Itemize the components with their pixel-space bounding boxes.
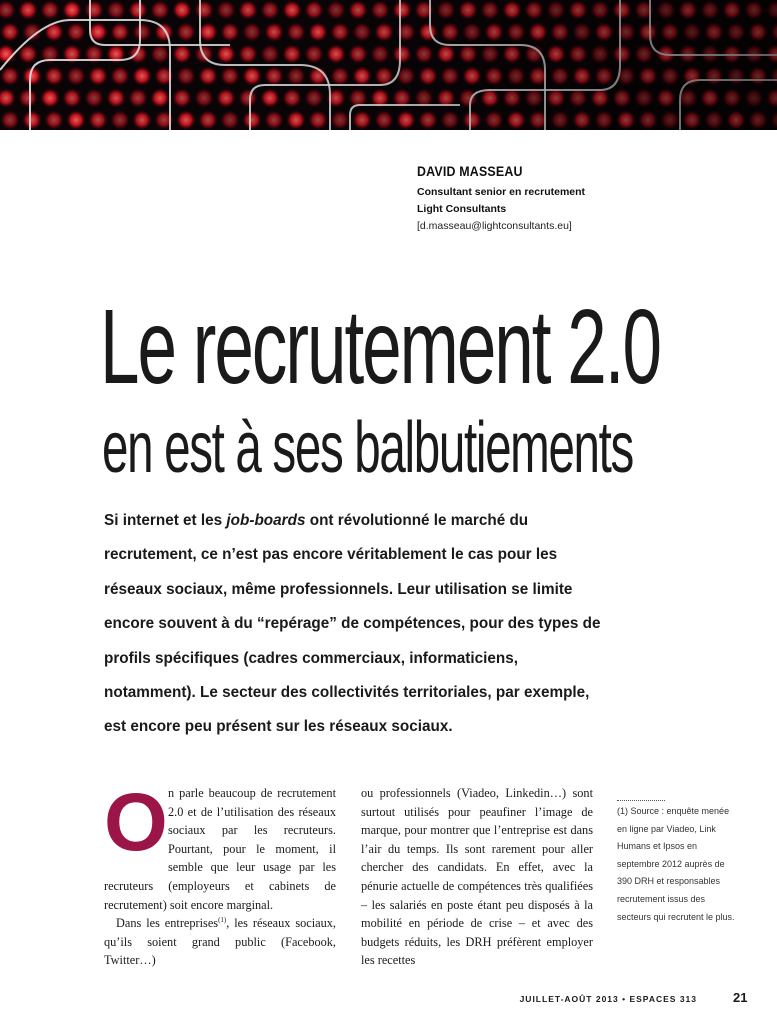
drop-cap: O: [104, 777, 168, 868]
body-paragraph-2: [104, 914, 336, 970]
body-paragraph-3: ou professionnels (Viadeo, Linkedin…) sont surtout utilisés pour peaufiner l’image de marque, pour montrer que l’entreprise est dans l’air du temps. Ils sont rarement pour aller chercher des candidats. En effet, avec la pénurie actuelle de compétences très qualifiées – les salariés en poste étant peu disposés à la mobilité en période de crise – et avec des budgets réduits, les DRH préfèrent employer les recettes: [361, 786, 593, 968]
sidenote: [617, 800, 735, 926]
author-company: Light Consultants: [417, 203, 507, 215]
author-role: Consultant senior en recrutement: [417, 186, 586, 198]
lead-text-start: Si internet et les: [104, 512, 227, 529]
body-column-1: [104, 777, 336, 970]
body-paragraph-2-start: Dans les entreprises: [116, 916, 219, 931]
sidenote-text: (1) Source : enquête menée en ligne par Viadeo, Link Humans et Ipsos en septembre 2012 auprès de 390 DRH et responsables recrutement issus des secteurs qui recrutent le plus.: [617, 806, 735, 922]
abstract-circuit-graphic: [0, 0, 777, 130]
body-paragraph-1: n parle beaucoup de recrutement 2.0 et de l’utilisation des réseaux sociaux par les recruteurs. Pourtant, pour le moment, il semble que leur usage par les recruteurs (employeurs et cabinets de recrutement) soit encore marginal.: [104, 786, 336, 912]
footer-issue: JUILLET-AOÛT 2013 • ESPACES 313: [519, 994, 697, 1004]
sidenote-rule: [617, 800, 665, 801]
banner-shade: [0, 0, 777, 130]
article-lead: [104, 504, 604, 745]
body-paragraph-2-end: , les réseaux sociaux, qu’ils soient grand public (Facebook, Twitter…): [104, 916, 336, 968]
lead-emphasis: job-boards: [226, 512, 306, 529]
author-block: [417, 164, 717, 235]
lead-text-end: ont révolutionné le marché du recrutement, ce n’est pas encore véritablement le cas pour les réseaux sociaux, même professionnels. Leur utilisation se limite encore souvent à du “repérage” de compétences, pour des types de profils spécifiques (cadres commerciaux, informaticiens, notamment). Le secteur des collectivités territoriales, par exemple, est encore peu présent sur les réseaux sociaux.: [104, 512, 601, 736]
page-number: 21: [733, 990, 748, 1005]
header-banner-image: [0, 0, 777, 130]
footnote-ref[interactable]: (1): [218, 916, 227, 925]
body-column-2: [361, 784, 593, 970]
author-name: DAVID MASSEAU: [417, 164, 523, 179]
article-title-line-1: Le recrutement 2.0: [100, 288, 660, 406]
author-email: [d.masseau@lightconsultants.eu]: [417, 220, 572, 232]
article-title-line-2: en est à ses balbutiements: [102, 408, 633, 488]
